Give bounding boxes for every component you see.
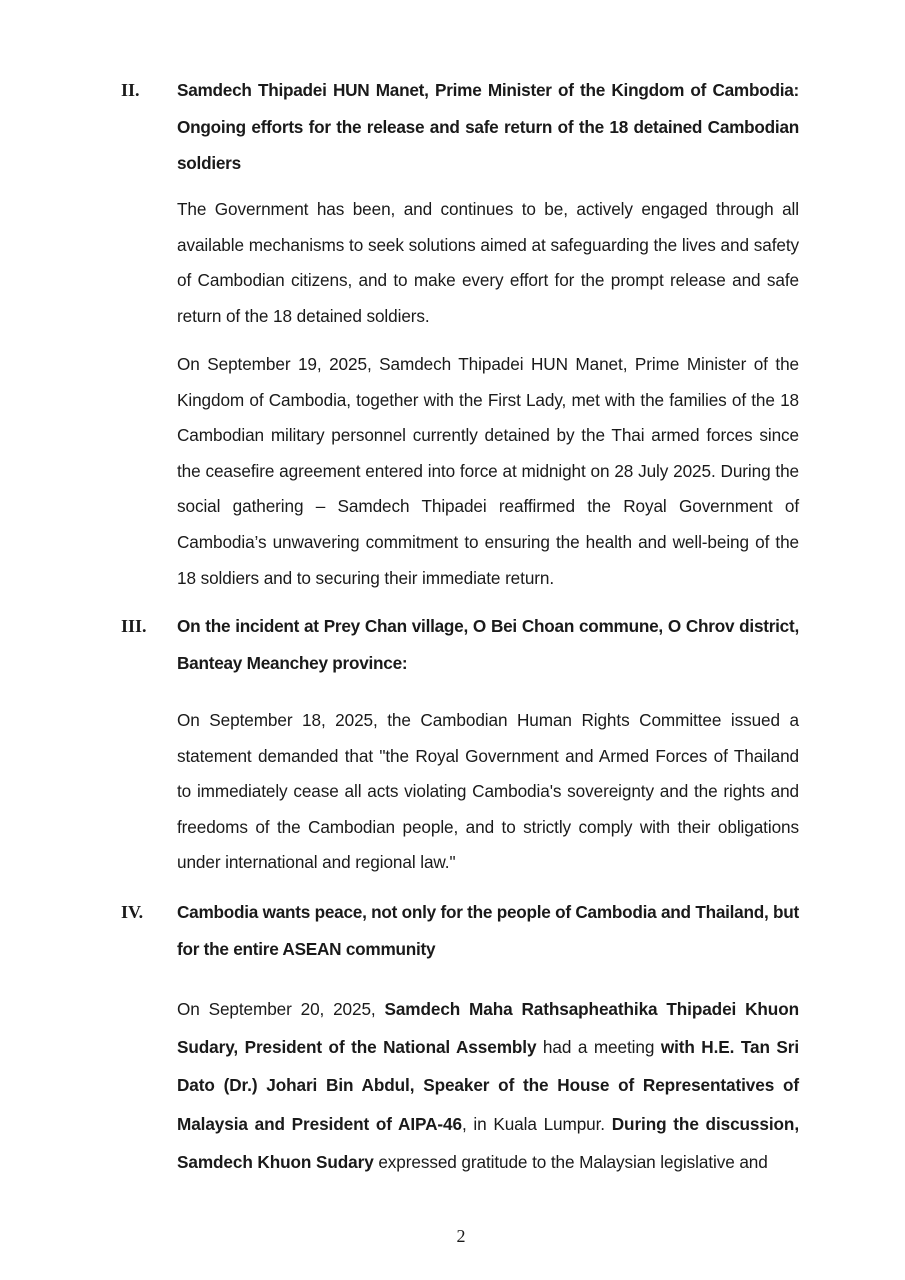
paragraph-text: On September 20, 2025, — [177, 999, 385, 1019]
paragraph: The Government has been, and continues to be, actively engaged through all available mechanisms to seek solutions aimed at safeguarding the lives and safety of Cambodian citizens, and to make every effort for the prompt release and safe return of the 18 detained soldiers. — [177, 199, 799, 326]
paragraph-text: , in Kuala Lumpur. — [461, 1113, 612, 1134]
page-number: 2 — [456, 1226, 466, 1246]
section-heading: Samdech Thipadei HUN Manet, Prime Minister of the Kingdom of Cambodia: Ongoing efforts for the release and safe return of the 18 detained Cambodian soldiers — [177, 80, 799, 173]
section-numeral: II. — [121, 80, 140, 100]
paragraph-text-bold: During the discussion, Samdech Khuon Sudary — [177, 1113, 800, 1172]
paragraph: On September 18, 2025, the Cambodian Human Rights Committee issued a statement demanded that "the Royal Government and Armed Forces of Thailand to immediately cease all acts violating Cambodia's sovereignty and the rights and freedoms of the Cambodian people, and to strictly comply with their obligations under international and regional law." — [177, 710, 799, 873]
paragraph-text: had a meeting — [536, 1037, 661, 1058]
paragraph: On September 19, 2025, Samdech Thipadei HUN Manet, Prime Minister of the Kingdom of Cambodia, together with the First Lady, met with the families of the 18 Cambodian military personnel currently detained by the Thai armed forces since the ceasefire agreement entered into force at midnight on 28 July 2025. During the social gathering – Samdech Thipadei reaffirmed the Royal Government of Cambodia’s unwavering commitment to ensuring the health and well-being of the 18 soldiers and to securing their immediate return. — [177, 354, 799, 588]
section-numeral: III. — [121, 616, 147, 636]
section-numeral: IV. — [121, 902, 144, 922]
paragraph-text-bold: with H.E. Tan Sri Dato (Dr.) Johari Bin Abdul, Speaker of the House of Representatives of Malaysia and President of AIPA-46 — [177, 1037, 799, 1134]
paragraph-text-bold: Samdech Maha Rathsapheathika Thipadei Khuon Sudary, President of the National Assembly — [177, 999, 799, 1058]
paragraph-text: expressed gratitude to the Malaysian legislative and — [373, 1151, 768, 1172]
section-heading: Cambodia wants peace, not only for the people of Cambodia and Thailand, but for the entire ASEAN community — [177, 902, 800, 959]
section-heading: On the incident at Prey Chan village, O Bei Choan commune, O Chrov district, Banteay Meanchey province: — [177, 616, 799, 673]
paragraph — [177, 990, 799, 1181]
